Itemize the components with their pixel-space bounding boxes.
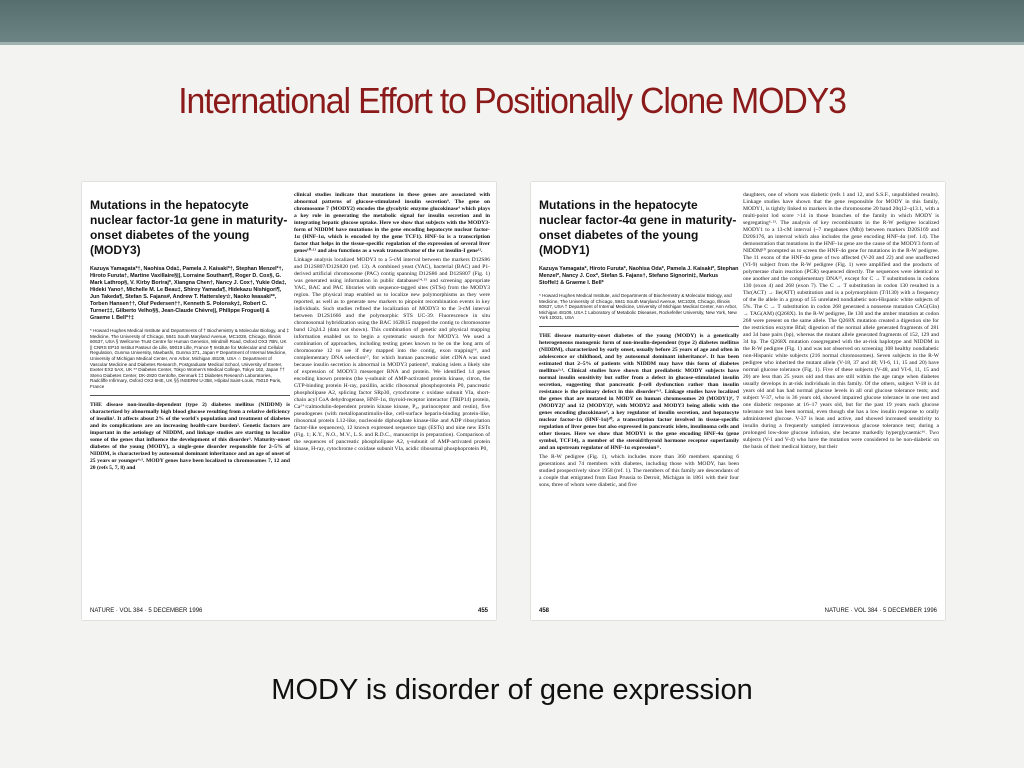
paper-body-text-continued: daughters, one of whom was diabetic (refs 1 and 12, and S.S.F., unpublished results). Linkage studies have shown that the gene responsible for MODY in this family, MODY1, is tightly linked to markers in the chromosome 20 band 20q12–q13.1, with a multi-point lod score >14 in those branches of the family in which MODY is segregating⁶·¹³. The analysis of key recombinants in the R-W pedigree localized MODY1 to a 13-cM interval (~7 megabases (Mb)) between markers D20S169 and D20S176, an interval which also includes the gene encoding HNF-4α (ref. 14). The demonstration that mutations in the HNF-1α gene are the cause of the MODY3 form of NIDDM¹⁰ prompted us to screen the HNF-4α gene for mutations in the R-W pedigree. The 11 exons of the HNF-4α gene of two affected (V-20 and 22) and one unaffected (VI-9) subject from the R-W pedigree (Fig. 1) were amplified and the products of polymerase chain reaction (PCR) sequenced directly. The sequences were identical to one another and the complementary DNA¹⁵, except for C → T substitutions in codons 130 (exon 4) and 268 (exon 7). The C → T substitution in codon 130 resulted in a Thr(ACT) → Ile(ATT) substitution and is a polymorphism (T/I130) with a frequency of the Ile allele in a group of 55 unrelated nondiabetic non-Hispanic white subjects of 5%. The C → T substitution in codon 268 generated a nonsense mutation CAG(Gln) → TAG(AM) (Q268X). In the R-W pedigree, Ile 130 and the amber mutation at codon 268 were present on the same allele. The Q268X mutation created a digestion site for the restriction enzyme BfaI; digestion of the normal allele generated fragments of 281 and 34 base pairs (bp), whereas the mutant allele generated fragments of 152, 129 and 34 bp. The Q268X mutation cosegregated with the at-risk haplotype and NIDDM in the R-W pedigree (Fig. 1) and was not observed on screening 108 healthy nondiabetic non-Hispanic white subjects (216 normal chromosomes). Seven subjects in the R-W pedigree who inherited the mutant allele (V-18, 37 and 48; VI-6, 11, 15 and 20) have normal glucose tolerance (Fig. 1). Five of these subjects (V-48, and VI-6, 11, 15 and 20) are less than 25 years old and thus are still within the age range when diabetes usually develops in at-risk individuals in this family. Of the others, subject V-18 is 44 years old and has had normal glucose levels in all oral glucose tolerance tests; and subject V-37, who is 36 years old, showed impaired glucose tolerance in one test and one diabetic response at 16–17 years old, but for the past 19 years each glucose tolerance test has been normal, even though she has a low insulin response to orally administered glucose. V-37 is lean and active, and showed increased sensitivity to insulin during a frequently sampled intravenous glucose tolerance test; during a prolonged low-dose glucose infusion, she became markedly hyperglycaemic¹⁶. Two subjects (V-1 and V-4) who have the mutation were considered to be non-diabetic on the basis of their medical history, but their xyxy=(743,192,939,450)
paper-right-column xyxy=(294,192,490,453)
paper-abstract: THE disease maturity-onset diabetes of the young (MODY) is a genetically heterogeneous monogenic form of non-insulin-dependent (type 2) diabetes mellitus (NIDDM), characterized by early onset, usually before 25 years of age and often in adolescence or childhood, and by autosomal dominant inheritance¹. It has been estimated that 2–5% of patients with NIDDM may have this form of diabetes mellitus²·³. Clinical studies have shown that prediabetic MODY subjects have normal insulin sensitivity but suffer from a defect in glucose-stimulated insulin secretion, suggesting that pancreatic β-cell dysfunction rather than insulin resistance is the primary defect in this disorder⁴·⁵. Linkage studies have localized the genes that are mutated in MODY on human chromosomes 20 (MODY1)⁶, 7 (MODY2)⁷ and 12 (MODY3)⁸, with MODY2 and MODY3 being allelic with the genes encoding glucokinase⁹, a key regulator of insulin secretion, and hepatocyte nuclear factor-1α (HNF-1α)¹⁰, a transcription factor involved in tissue-specific regulation of liver genes but also expressed in pancreatic islets, insulinoma cells and other tissues. Here we show that MODY1 is the gene encoding HNF-4α (gene symbol, TCF14), a member of the steroid/thyroid hormone receptor superfamily and an upstream regulator of HNF-1α expression¹¹. xyxy=(539,332,739,451)
paper-footer xyxy=(90,608,488,614)
paper-image-mody1 xyxy=(531,182,945,620)
paper-affiliations: * Howard Hughes Medical Institute and Departments of † Biochemistry & Molecular Biology, and ‡ Medicine, The University of Chicago, 5841 South Maryland Avenue, MC1028, Chicago, Illinois 60637, USA § Wellcome Trust Centre for Human Genetics, Windmill Road, Oxford OX3 7BN, UK || CNRS EP10 Institut Pasteur de Lille, 59019 Lille, France ¶ Institute for Molecular and Cellular Regulation, Gunma University, Maebashi, Gunma 371, Japan # Department of Internal Medicine, University of Michigan Medical Center, Ann Arbor, Michigan 48109, USA ☆ Department of Vascular Medicine and Diabetes Research, Postgraduate Medical School, University of Exeter, Exeter EX2 5AX, UK ** Diabetes Center, Tokyo Women's Medical College, Tokyo 162, Japan †† Steno Diabetes Center, DK-2820 Gentofte, Denmark ‡‡ Diabetes Research Laboratories, Radcliffe Infirmary, Oxford OX2 6HE, UK §§ INSERM U-358, Hôpital Saint-Louis, 75010 Paris, France xyxy=(90,328,290,396)
title-bar-band xyxy=(0,0,1024,45)
paper-authors: Kazuya Yamagata*, Hiroto Furuta*, Naohisa Oda*, Pamela J. Kaisaki*, Stephan Menzel*, Nancy J. Cox*, Stefan S. Fajans†, Stefano Signorini‡, Markus Stoffel‡ & Graeme I. Bell* xyxy=(539,266,739,286)
slide-title: International Effort to Positionally Clone MODY3 xyxy=(178,80,846,121)
paper-right-column xyxy=(743,192,939,451)
paper-abstract-continued: clinical studies indicate that mutations in these genes are associated with abnormal patterns of glucose-stimulated insulin secretion⁹. The gene on chromosome 7 (MODY2) encodes the glycolytic enzyme glucokinase⁴ which plays a key role in generating the metabolic signal for insulin secretion and in integrating hepatic glucose uptake. Here we show that subjects with the MODY3-form of NIDDM have mutations in the gene encoding hepatocyte nuclear factor-1α (HNF-1α, which is encoded by the gene TCF1). HNF-1α is a transcription factor that helps in the tissue-specific regulation of the expression of several liver genes¹⁰·¹¹ and also functions as a weak transactivator of the rat insulin-I gene¹². xyxy=(294,192,490,254)
journal-citation: NATURE · VOL 384 · 5 DECEMBER 1996 xyxy=(824,608,937,614)
paper-left-column xyxy=(90,192,290,474)
slide-subtitle: MODY is disorder of gene expression xyxy=(271,674,753,706)
paper-authors: Kazuya Yamagata*†, Naohisa Oda‡, Pamela J. Kaisaki*†, Stephan Menzel*†, Hiroto Furuta†, Martine Vaxillaire§||, Lorraine Southam¶, Roger D. Cox§, G. Mark Lathrop§, V. Kirby Boriraj*, Xiangna Chen†, Nancy J. Cox†, Yukie Oda‡, Hideki Yano†, Michelle M. Le Beau‡, Shiroy Yamada¶, Hidekazu Nishigori¶, Jun Takeda¶, Stefan S. Fajans#, Andrew T. Hattersley☆, Naoko Iwasaki**, Torben Hansen††, Oluf Pedersen††, Kenneth S. Polonsky‡, Robert C. Turner‡‡, Gilberto Velho§§, Jean-Claude Chèvre||, Philippe Froguel|| & Graeme I. Bell*†‡ xyxy=(90,266,287,321)
paper-body-text: Linkage analysis localized MODY3 to a 5-cM interval between the markers D12S86 and D12S807/D12S820 (ref. 13). A combined yeast (YAC), bacterial (BAC) and P1-derived artificial chromosome (PAC) contig spanning D12S86 and D12S807 (Fig. 1) was generated using information in public databases¹⁴·¹⁵ and screening appropriate YAC, BAC and PAC libraries with sequence-tagged sites (STSs) from the MODY3 region. The physical map enabled us to localize new polymorphisms as they were reported, as well as to generate new markers to pinpoint recombination events in key individuals. Such studies refined the localization of MODY3 to the 3-cM interval between D12S1666 and the polymorphic STS UC-39. Fluorescence in situ chromosomal hybridization using the BAC 162B15 mapped the contig to chromosome band 12q24.2 (data not shown). This combination of genetic and physical mapping information enabled us to begin a systematic search for MODY3. We used a combination of approaches, including testing genes known to be on the long arm of chromosome 12 to see if they mapped into the contig, exon trapping¹⁶, and complementary DNA selection¹⁷, for which human pancreatic islet cDNA was used because insulin secretion is abnormal in MODY3 patients⁹, making islets a likely site of expression of MODY3 messenger RNA and protein. We identified 14 genes encoding known proteins (the γ-subunit of AMP-activated protein kinase, citron, the GTP-binding protein H-ray, paxillin, acidic ribosomal phosphoprotein P0, pancreatic phospholipase A2, splicing factor SRp30, cytochrome c oxidase subunit VIa, short-chain acyl CoA dehydrogenase, HNF-1α, thyroid-receptor interactor (TRIP14) protein, Ca²⁺/calmodulin-dependent protein kinase kinase, P₂ₓ purinoceptor and restin), five pseudogenes (with metallopanstimulin-like, cell-surface heparin-binding protein-like, ribosomal protein L12-like, nucleoside diphosphate kinase-like and ADP ribosylation factor-like sequences), 12 known expressed sequence tags (ESTs) and nine new ESTs (Fig. 1; K.Y., N.O., M.V., L.S. and R.D.C., manuscript in preparation). Comparison of the sequences of pancreatic phospholipase A2, γ-subunit of AMP-activated protein kinase, H-ray, cytochrome c oxidase subunit VIa, acidic ribosomal phosphoprotein P0, xyxy=(294,257,490,452)
paper-footer xyxy=(539,608,937,614)
journal-citation: NATURE · VOL 384 · 5 DECEMBER 1996 xyxy=(90,608,203,614)
page-number: 458 xyxy=(539,608,550,614)
paper-abstract: THE disease non-insulin-dependent (type 2) diabetes mellitus (NIDDM) is characterized by abnormally high blood glucose resulting from a relative deficiency of insulin¹. It affects about 2% of the world's population and treatment of diabetes and its complications are an increasing health-care burden². Genetic factors are important in the aetiology of NIDDM, and linkage studies are starting to localize some of the genes that influence the development of this disorder³. Maturity-onset diabetes of the young (MODY), a single-gene disorder responsible for 2–5% of NIDDM, is characterized by autosomal dominant inheritance and an age of onset of 25 years or younger⁴·⁵. MODY genes have been localized to chromosomes 7, 12 and 20 (refs 5, 7, 8) and xyxy=(90,401,290,471)
page-number: 455 xyxy=(477,608,488,614)
paper-left-column xyxy=(539,192,739,489)
paper-title: Mutations in the hepatocyte nuclear factor-4α gene in maturity-onset diabetes of the young (MODY1) xyxy=(539,198,737,257)
paper-affiliations: * Howard Hughes Medical Institute, and Departments of Biochemistry & Molecular Biology, and Medicine, The University of Chicago, 5841 South Maryland Avenue, MC1028, Chicago, Illinois 60637, USA † Department of Internal Medicine, University of Michigan Medical Center, Ann Arbor, Michigan 48109, USA ‡ Laboratory of Metabolic Diseases, Rockefeller University, New York, New York 10021, USA xyxy=(539,293,739,327)
paper-body-text: The R-W pedigree (Fig. 1), which includes more than 360 members spanning 6 generations and 74 members with diabetes, including those with MODY, has been studied prospectively since 1958 (ref. 1). The members of this family are descendants of a couple that emigrated from East Prussia to Detroit, Michigan in 1861 with their four sons, three of whom were diabetic, and five xyxy=(539,453,739,488)
paper-image-mody3 xyxy=(82,182,496,620)
paper-title: Mutations in the hepatocyte nuclear factor-1α gene in maturity-onset diabetes of the young (MODY3) xyxy=(90,198,288,257)
